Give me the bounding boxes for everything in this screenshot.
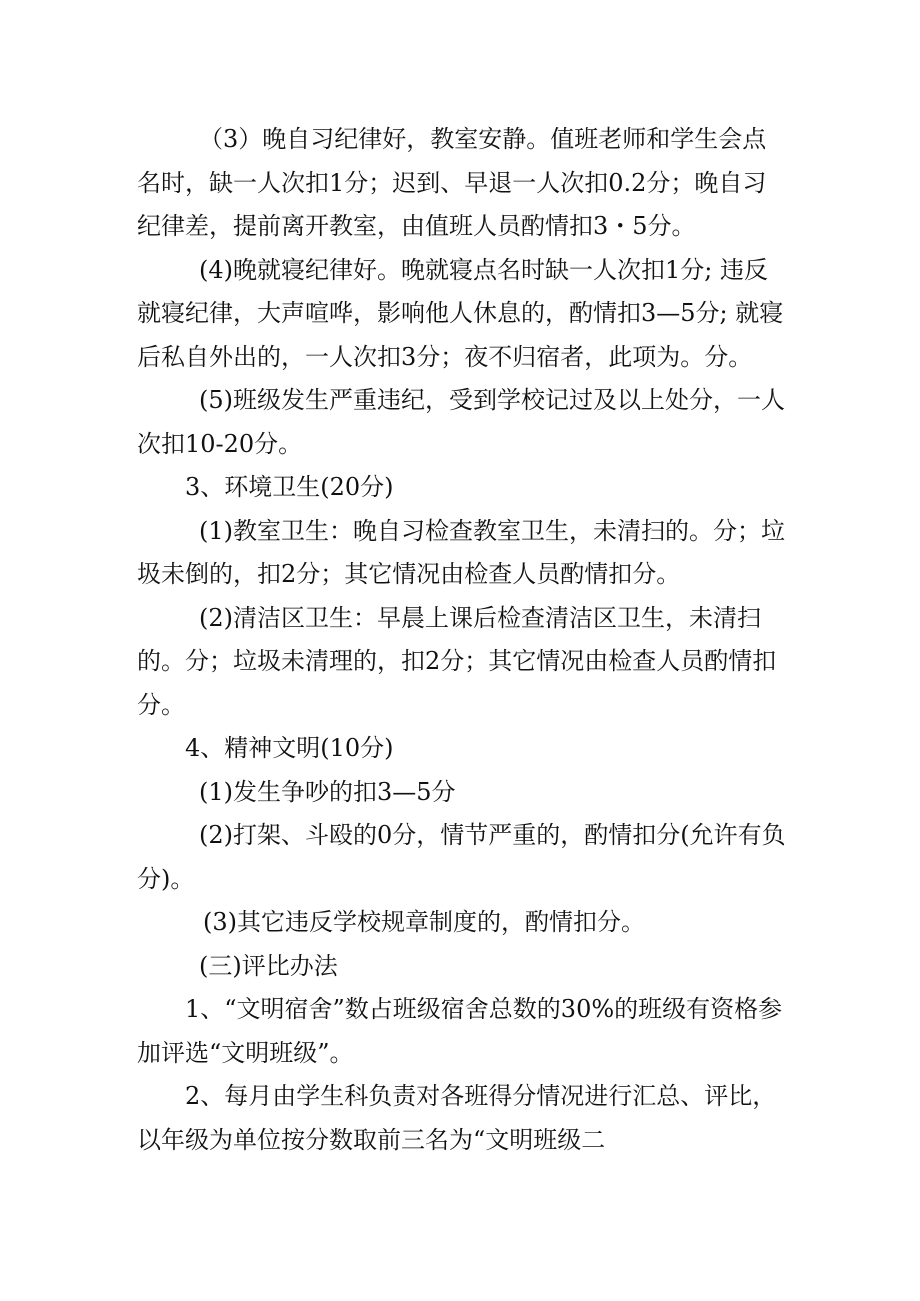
heading-spiritual-civilization: 4、精神文明(10分)	[185, 734, 394, 762]
paragraph-monthly-evaluation: 2、每月由学生科负责对各班得分情况进行汇总、评比，以年级为单位按分数取前三名为“文明班级二	[137, 1082, 777, 1154]
heading-evaluation-method: (三)评比办法	[199, 951, 338, 980]
paragraph-other-violations: (3)其它违反学校规章制度的，酌情扣分。	[203, 908, 645, 936]
paragraph-evening-study: （3）晚自习纪律好，教室安静。值班老师和学生会点名时，缺一人次扣1分；迟到、早退一人次扣0.2分；晚自习纪律差，提前离开教室，由值班人员酌情扣3・5分。	[137, 125, 767, 240]
paragraph-classroom-hygiene: (1)教室卫生：晚自习检查教室卫生，未清扫的。分；垃圾未倒的，扣2分；其它情况由检查人员酌情扣分。	[137, 516, 785, 588]
paragraph-serious-violation: (5)班级发生严重违纪，受到学校记过及以上处分，一人次扣10-20分。	[137, 386, 785, 458]
paragraph-quarrel: (1)发生争吵的扣3—5分	[199, 777, 456, 806]
document-body	[137, 118, 787, 1162]
paragraph-civilized-dormitory: 1、“文明宿舍”数占班级宿舍总数的30%的班级有资格参加评选“文明班级”。	[137, 995, 783, 1067]
heading-environment-hygiene: 3、环境卫生(20分)	[185, 473, 394, 501]
paragraph-clean-area-hygiene: (2)清洁区卫生：早晨上课后检查清洁区卫生，未清扫的。分；垃圾未清理的，扣2分；其它情况由检查人员酌情扣分。	[137, 603, 777, 719]
paragraph-bedtime-discipline: (4)晚就寝纪律好。晚就寝点名时缺一人次扣1分; 违反就寝纪律，大声喧哗，影响他人休息的，酌情扣3—5分; 就寝后私自外出的，一人次扣3分；夜不归宿者，此项为。分。	[137, 255, 784, 371]
paragraph-fighting: (2)打架、斗殴的0分，情节严重的，酌情扣分(允许有负分)。	[137, 821, 786, 893]
